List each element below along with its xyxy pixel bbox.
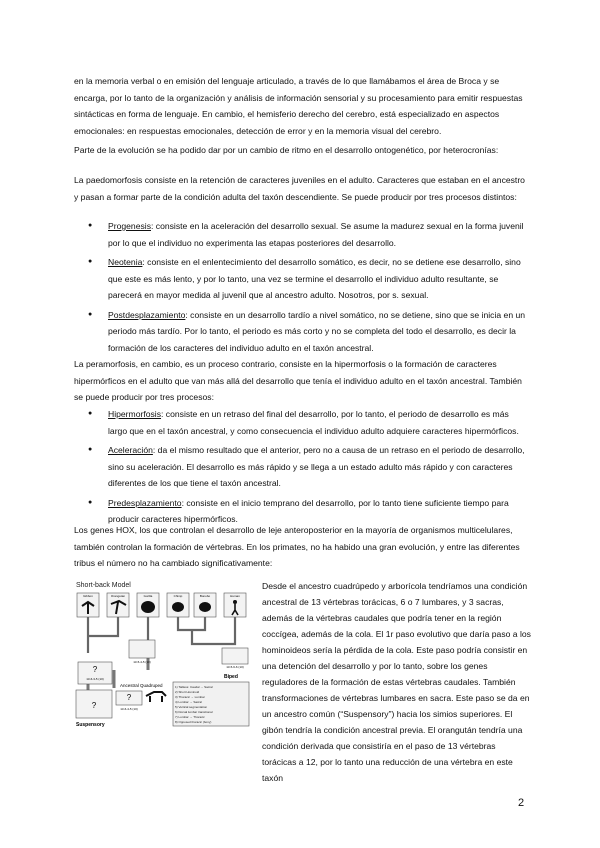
count-label: 13-5-4-5 (10) [133, 660, 151, 664]
list-item-text: : consiste en la aceleración del desarrollo sexual. Se asume la madurez sexual en la forma juvenil por lo que el individuo no experimenta las etapas posteriores del desarrollo. [108, 221, 524, 248]
step-label: 3) Thoracic → Lumbar [175, 695, 205, 699]
step-label: 2) Short Hominoid [175, 690, 200, 694]
list-item [74, 406, 526, 439]
step-label: 4) Lumbar → Sacral [175, 700, 202, 704]
list-item [74, 442, 526, 492]
paragraph-peramorfosis: La peramorfosis, en cambio, es un proceso contrario, consiste en la hipermorfosis o la formación de caracteres hipermórficos en el adulto que van más allá del desarrollo que tenía el individuo adulto en el taxón ancestral. También se puede producir por tres procesos: [74, 359, 522, 402]
taxon-label: Orangutan [110, 594, 126, 598]
step-label: 8) Opposed thoracic (bony) [175, 720, 212, 724]
list-item-text: : consiste en el inicio temprano del desarrollo, por lo tanto tiene suficiente tiempo para producir caracteres hipermórficos. [108, 497, 509, 524]
term-hipermorfosis: Hipermorfosis [108, 409, 162, 419]
page-number: 2 [518, 797, 525, 809]
taxon-label: Bonobo [199, 594, 211, 598]
taxon-label: Gorilla [143, 594, 153, 598]
step-label: 7) Lumbar → Thoracic [175, 715, 205, 719]
step-label: 1) Tailless: Caudal → Sacral [175, 685, 213, 689]
list-item-text: : consiste en un retraso del final del desarrollo, por lo tanto, el periodo de desarrollo es más largo que en el taxón ancestral, y como consecuencia el individuo adulto adquiere caracteres hipermórficos. [108, 409, 519, 436]
svg-text:?: ? [92, 665, 98, 674]
count-label: 13-6-4-5 (10) [120, 707, 138, 711]
step-label: 5) Vertical segmentation [175, 705, 208, 709]
list-item-text: : consiste en el enlentecimiento del desarrollo somático, es decir, no se detiene ese desarrollo, sino que este es más lento, y por lo tanto, una vez se termine el desarrollo el individuo adulto resultante, se parecerá en mayor medida al juvenil que al ancestro adulto. Nosotros, por s. sexual. [108, 257, 521, 300]
quadruped-label: Ancestral Quadruped [120, 683, 163, 688]
figure-title: Short-back Model [76, 582, 131, 589]
paragraph-vertebras: Desde el ancestro cuadrúpedo y arborícola tendríamos una condición ancestral de 13 vértebras torácicas, 6 o 7 lumbares, y 3 sacras, además de la vértebras caudales que podría tener en la región coccígea, además de la cola. El 1r paso evolutivo que daría paso a los hominoideos sería la pérdida de la cola. Este paso podría consistir en una detención del desarrollo y por lo tanto, sobre los genes reguladores de la formación de estas vértebras caudales. También transformaciones de vértebras lumbares en sacra. Este paso se da en un ancestro común (“Suspensory”) hacia los simios superiores. El gibón tendría la condición ancestral previa. El orangután tendría una condición derivada que consistiría en el paso de 13 vértebras torácicas a 12, por lo tanto una reducción de una vértebra en este taxón [262, 581, 531, 783]
term-postdesplazamiento: Postdesplazamiento [108, 309, 186, 320]
suspensory-label: Suspensory [76, 722, 105, 728]
svg-text:?: ? [91, 701, 97, 710]
count-label: 13-5-6-6 (10) [226, 665, 244, 669]
term-aceleracion: Aceleración [108, 445, 153, 455]
term-progenesis: Progenesis [108, 221, 151, 231]
paedomorfosis-list [74, 218, 526, 359]
list-item [74, 307, 526, 357]
paragraph-broca: en la memoria verbal o en emisión del lenguaje articulado, a través de lo que llamábamos el área de Broca y se encarga, por lo tanto de la organización y análisis de información sensorial y su procesamiento para emitir respuestas sintácticas en forma de lenguaje. En cambio, el hemisferio derecho del cerebro, está especializado en aspectos emocionales: en respuestas emocionales, detección de error y en la memoria visual del cerebro. [74, 76, 523, 136]
paragraph-paedomorfosis: La paedomorfosis consiste en la retención de caracteres juveniles en el adulto. Caracteres que estaban en el ancestro y pasan a formar parte de la condición adulta del taxón descendiente. Se puede producir por tres procesos distintos: [74, 175, 525, 202]
term-predesplazamiento: Predesplazamiento [108, 497, 182, 508]
list-item [74, 218, 526, 251]
term-neotenia: Neotenia [108, 257, 143, 267]
list-item-text: : consiste en un desarrollo tardío a nivel somático, no se detiene, sino que se inicia en un periodo más tardío. Por lo tanto, el periodo es más corto y no se completa del todo el desarrollo, es decir la formación de los caracteres del individuo adulto en el taxón ancestral. [108, 309, 526, 353]
paragraph-hox: Los genes HOX, los que controlan el desarrollo de leje anteroposterior en la mayoría de organismos multicelulares, también controlan la formación de vértebras. En los primates, no ha habido una gran evolución, y entre las diferentes tribus el número no ha cambiado significativamente: [74, 525, 520, 568]
biped-label: Biped [224, 674, 238, 680]
list-item-text: : da el mismo resultado que el anterior, pero no a causa de un retraso en el periodo de desarrollo, sino su aceleración. El desarrollo es más rápido y se llega a un estado adulto más rápido y con caracteres diferentes de los que tiene el taxón ancestral. [108, 445, 525, 488]
step-label: 6) Dorsal lumbar transitional [175, 710, 213, 714]
taxon-label: Human [230, 594, 240, 598]
count-label: 13-6-3-5 (10) [86, 677, 104, 681]
svg-text:?: ? [126, 693, 132, 702]
taxon-label: Gibbon [83, 594, 93, 598]
list-item [74, 254, 526, 304]
taxon-label: Chimp [173, 594, 183, 598]
short-back-model-figure [74, 578, 250, 728]
peramorfosis-list [74, 406, 526, 531]
paragraph-heterocronias: Parte de la evolución se ha podido dar por un cambio de ritmo en el desarrollo ontogenético, por heterocronías: [74, 145, 499, 155]
